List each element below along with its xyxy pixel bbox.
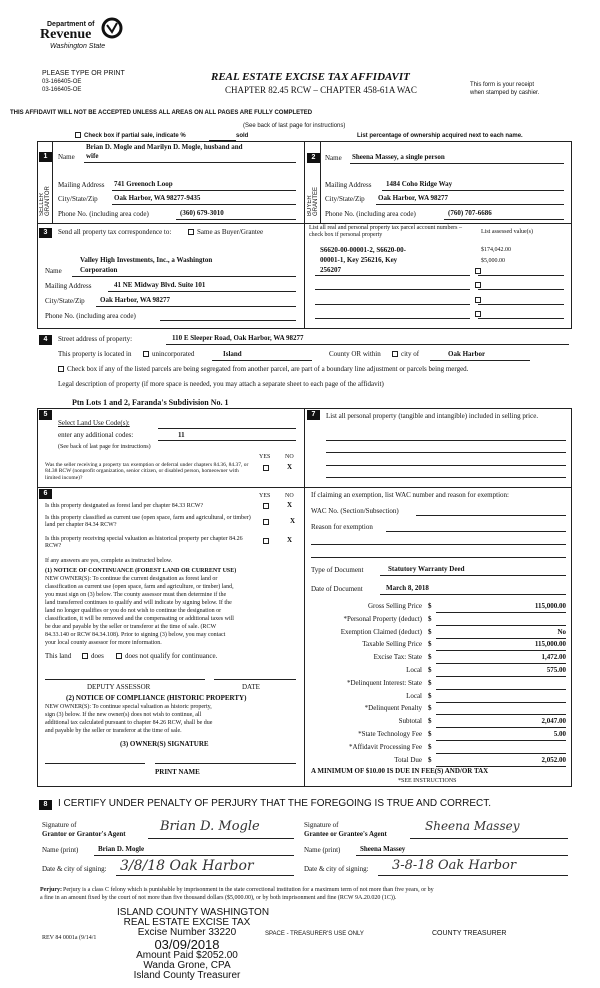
- yes-header-6: YES: [259, 493, 271, 499]
- lower-divider: [304, 408, 305, 786]
- lower-right-border: [571, 408, 572, 786]
- seller-side-divider: [52, 141, 53, 223]
- unincorporated-checkbox[interactable]: [143, 351, 149, 357]
- seller-city-underline: [112, 204, 296, 205]
- reason-line-1[interactable]: [386, 531, 566, 532]
- warning-text: THIS AFFIDAVIT WILL NOT BE ACCEPTED UNLESS ALL AREAS ON ALL PAGES ARE FULLY COMPLETED: [10, 110, 313, 116]
- grantor-name-line: [94, 855, 294, 856]
- same-as-buyer-checkbox[interactable]: [188, 229, 194, 235]
- tax-row-underline: [436, 714, 566, 715]
- stamp-line: Wanda Grone, CPA: [143, 960, 231, 971]
- see-back-5: (See back of last page for instructions): [58, 444, 151, 450]
- tax-row-value[interactable]: No: [557, 628, 566, 636]
- tax-row-value[interactable]: 115,000.00: [534, 602, 566, 610]
- parcel-line3[interactable]: 256207: [320, 266, 341, 274]
- notice2-line: and payable by the seller or transferor at the time of sale.: [45, 728, 182, 734]
- reason-line-3[interactable]: [311, 557, 566, 558]
- doc-type[interactable]: Statutory Warranty Deed: [388, 565, 465, 573]
- assessed-value-1[interactable]: $174,042.00: [481, 247, 511, 253]
- seller-phone-label: Phone No. (including area code): [58, 210, 149, 218]
- grantee-sig-label-2: Grantee or Grantee's Agent: [304, 830, 387, 838]
- sec5-bottom: [37, 487, 304, 488]
- grantee-signature[interactable]: Sheena Massey: [425, 819, 520, 833]
- notice2-title: (2) NOTICE OF COMPLIANCE (HISTORIC PROPERTY): [66, 694, 247, 702]
- grantee-name-label: Name (print): [304, 846, 341, 854]
- tax-row-underline: [436, 753, 566, 754]
- grantee-name[interactable]: Sheena Massey: [360, 845, 406, 853]
- tax-row-label: *Personal Property (deduct): [343, 615, 422, 623]
- tax-row-label: Local: [406, 666, 422, 674]
- does-label: does: [91, 652, 104, 660]
- seller-mailing[interactable]: 741 Greenoch Loop: [114, 180, 173, 188]
- section-6-badge: 6: [39, 489, 52, 499]
- city-checkbox[interactable]: [392, 351, 398, 357]
- dollar-sign: $: [428, 679, 432, 687]
- see-instructions-note: *SEE INSTRUCTIONS: [398, 778, 457, 784]
- date-label: DATE: [242, 683, 260, 691]
- dollar-sign: $: [428, 640, 432, 648]
- minimum-due-note: A MINIMUM OF $10.00 IS DUE IN FEE(S) AND/OR TAX: [311, 767, 489, 775]
- corr-mailing-label: Mailing Address: [45, 282, 92, 290]
- owner-signature-line[interactable]: [45, 763, 145, 764]
- tax-row-value[interactable]: 2,052.00: [541, 756, 566, 764]
- notice1-line: classification as current use (open space, farm and agriculture, or timber) land,: [45, 584, 234, 590]
- current-use-question: Is this property classified as current use (open space, farm and agricultural, or timber) land per chapter 84.34 RCW?: [45, 515, 251, 528]
- seller-city[interactable]: Oak Harbor, WA 98277-9435: [114, 194, 201, 202]
- located-label: This property is located in: [58, 350, 132, 358]
- grantor-sig-line: [148, 838, 294, 839]
- personal-property-line-2[interactable]: [326, 452, 566, 453]
- buyer-side-divider: [320, 141, 321, 223]
- tax-row-label: *Delinquent Interest: State: [346, 679, 422, 687]
- parcel-underline-4: [315, 318, 470, 319]
- form-code-1: 03-166405-OE: [42, 79, 82, 85]
- seller-mailing-label: Mailing Address: [58, 181, 105, 189]
- county-label: County OR within: [329, 350, 381, 358]
- stamp-amount: Amount Paid $2052.00: [136, 950, 238, 961]
- no-header-5: NO: [285, 454, 294, 460]
- tax-row-label: Excise Tax: State: [373, 653, 422, 661]
- washington-logo-icon: [101, 17, 123, 39]
- notice1-title: (1) NOTICE OF CONTINUANCE (FOREST LAND OR CURRENT USE): [45, 568, 237, 574]
- street-underline: [166, 344, 569, 345]
- deputy-assessor-label: DEPUTY ASSESSOR: [87, 683, 151, 691]
- dollar-sign: $: [428, 756, 432, 764]
- assessed-header: List assessed value(s): [481, 229, 533, 235]
- historic-question: Is this property receiving special valuation as historical property per chapter 84.26 RCW?: [45, 536, 243, 549]
- county-underline: [212, 360, 312, 361]
- current-use-yes-checkbox[interactable]: [263, 519, 269, 525]
- corr-mailing-underline: [108, 291, 296, 292]
- buyer-name-underline: [350, 163, 564, 164]
- buyer-phone-underline: [444, 219, 564, 220]
- land-use-underline: [158, 428, 296, 429]
- tax-row-underline: [436, 740, 566, 741]
- property-city[interactable]: Oak Harbor: [448, 350, 486, 358]
- does-not-checkbox[interactable]: [116, 653, 122, 659]
- notice1-line: you must sign on (3) below. The county assessor must then determine if the: [45, 592, 227, 598]
- assessed-value-2[interactable]: $5,000.00: [481, 258, 505, 264]
- parcels-header: List all real and personal property tax parcel account numbers – check box if personal property: [309, 225, 462, 238]
- grantor-name[interactable]: Brian D. Mogle: [98, 845, 145, 853]
- buyer-phone-label: Phone No. (including area code): [325, 210, 416, 218]
- tax-row-label: Taxable Selling Price: [362, 640, 422, 648]
- grantor-date-line: [116, 875, 294, 876]
- stamp-line: Excise Number 33220: [137, 927, 237, 938]
- seller-side-label: SELLER GRANTOR: [39, 186, 51, 216]
- sec7-divider: [304, 487, 571, 488]
- personal-property-checkbox-2[interactable]: [475, 282, 481, 288]
- tax-row-label: Gross Selling Price: [367, 602, 422, 610]
- doc-date-label: Date of Document: [311, 585, 363, 593]
- seller-name-line1[interactable]: Brian D. Mogle and Marilyn D. Mogle, husband and: [86, 143, 243, 151]
- tax-row-label: *Affidavit Processing Fee: [349, 743, 422, 751]
- dollar-sign: $: [428, 653, 432, 661]
- grantee-sig-label-1: Signature of: [304, 821, 339, 829]
- if-yes-note: If any answers are yes, complete as instructed below.: [45, 558, 173, 564]
- tax-row-value[interactable]: 575.00: [546, 666, 566, 674]
- date-line: [214, 679, 296, 680]
- section-8-badge: 8: [39, 800, 52, 810]
- treasurer-use-label: SPACE - TREASURER'S USE ONLY: [265, 931, 364, 937]
- segregation-checkbox[interactable]: [58, 366, 64, 372]
- stamp-date: 03/09/2018: [154, 937, 220, 952]
- notice1-line: 84.33.140 or RCW 84.34.108). Prior to signing (3) below, you may contact: [45, 632, 226, 638]
- dollar-sign: $: [428, 704, 432, 712]
- property-county[interactable]: Island: [223, 350, 242, 358]
- land-use-code[interactable]: 11: [178, 431, 185, 439]
- personal-property-checkbox-3[interactable]: [475, 297, 481, 303]
- assessed-underline-4: [478, 318, 564, 319]
- grantor-date-city[interactable]: 3/8/18 Oak Harbor: [120, 858, 254, 874]
- dollar-sign: $: [428, 615, 432, 623]
- personal-property-label: List all personal property (tangible and intangible) included in selling price.: [326, 412, 539, 420]
- dollar-sign: $: [428, 730, 432, 738]
- receipt-note-2: when stamped by cashier.: [470, 90, 540, 96]
- personal-property-checkbox-1[interactable]: [475, 268, 481, 274]
- buyer-mailing[interactable]: 1484 Coho Ridge Way: [386, 180, 453, 188]
- corr-name-line1[interactable]: Valley High Investments, Inc., a Washington: [80, 256, 213, 264]
- partial-sale-label: Check box if partial sale, indicate %: [84, 133, 186, 139]
- tax-row-label: Subtotal: [398, 717, 422, 725]
- section-5-badge: 5: [39, 410, 52, 420]
- doc-date-underline: [380, 594, 566, 595]
- city-of-label: city of: [401, 350, 420, 358]
- seller-name-line2[interactable]: wife: [86, 152, 99, 160]
- buyer-mailing-underline: [382, 190, 564, 191]
- buyer-city-underline: [376, 204, 564, 205]
- sec8-top: [37, 786, 572, 787]
- does-checkbox[interactable]: [82, 653, 88, 659]
- corr-phone-underline: [160, 320, 296, 321]
- additional-codes-label: enter any additional codes:: [58, 431, 134, 439]
- tax-row-value[interactable]: 115,000.00: [534, 640, 566, 648]
- stamp-line: REAL ESTATE EXCISE TAX: [123, 917, 251, 928]
- land-use-link[interactable]: Select Land Use Code(s):: [58, 419, 130, 427]
- print-name-label: PRINT NAME: [155, 768, 200, 776]
- doc-type-underline: [380, 575, 566, 576]
- buyer-side-label: BUYER GRANTEE: [307, 186, 319, 216]
- forest-no-mark[interactable]: X: [287, 501, 293, 509]
- buyer-name[interactable]: Sheena Massey, a single person: [352, 153, 445, 161]
- exemption-label: If claiming an exemption, list WAC number and reason for exemption:: [311, 491, 509, 499]
- tax-row-underline: [436, 650, 566, 651]
- stamp-line: Island County Treasurer: [133, 970, 241, 981]
- tax-row-underline: [436, 638, 566, 639]
- tax-row-label: *State Technology Fee: [358, 730, 422, 738]
- tax-row-label: Local: [406, 692, 422, 700]
- buyer-name-label: Name: [325, 154, 342, 162]
- seller-city-label: City/State/Zip: [58, 195, 98, 203]
- legal-description[interactable]: Ptn Lots 1 and 2, Faranda's Subdivision No. 1: [72, 398, 229, 407]
- forest-yes-checkbox[interactable]: [263, 503, 269, 509]
- sold-label: sold: [236, 133, 249, 139]
- corr-city-label: City/State/Zip: [45, 297, 85, 305]
- buyer-phone[interactable]: (760) 707-6686: [448, 209, 492, 217]
- notice1-line: NEW OWNER(S): To continue the current designation as forest land or: [45, 576, 218, 582]
- lower-left-border: [37, 408, 38, 786]
- property-street[interactable]: 110 E Sleeper Road, Oak Harbor, WA 98277: [172, 334, 304, 342]
- corr-mailing[interactable]: 41 NE Midway Blvd. Suite 101: [114, 281, 206, 289]
- form-revision: REV 84 0001a (9/14/1: [42, 935, 97, 941]
- yes-header-5: YES: [259, 454, 271, 460]
- corr-city[interactable]: Oak Harbor, WA 98277: [100, 296, 171, 304]
- dept-line3: Washington State: [50, 43, 106, 50]
- dollar-sign: $: [428, 628, 432, 636]
- receipt-note-1: This form is your receipt: [470, 82, 535, 88]
- dollar-sign: $: [428, 717, 432, 725]
- county-treasurer-label: COUNTY TREASURER: [432, 930, 507, 937]
- dollar-sign: $: [428, 602, 432, 610]
- page-subtitle: CHAPTER 82.45 RCW – CHAPTER 458-61A WAC: [225, 85, 417, 95]
- grantor-signature[interactable]: Brian D. Mogle: [160, 819, 260, 834]
- no-header-6: NO: [285, 493, 294, 499]
- see-back-note: (See back of last page for instructions): [243, 123, 346, 129]
- legal-label: Legal description of property (if more space is needed, you may attach a separate sheet to each page of the affidavit): [58, 380, 384, 388]
- buyer-city[interactable]: Oak Harbor, WA 98277: [378, 194, 449, 202]
- seller-name-underline: [84, 162, 296, 163]
- tax-row-underline: [436, 689, 566, 690]
- perjury-line-2: a fine in an amount fixed by the court of not more than five thousand dollars ($5,000.00), or by both imprisonment and fine (RCW 9A.20.020 (1C)).: [40, 895, 397, 901]
- dollar-sign: $: [428, 743, 432, 751]
- unincorporated-label: unincorporated: [152, 350, 195, 358]
- section-3-badge: 3: [39, 228, 52, 238]
- doc-type-label: Type of Document: [311, 566, 364, 574]
- current-use-no-mark[interactable]: X: [290, 517, 296, 525]
- tax-row-underline: [436, 676, 566, 677]
- ownership-note: List percentage of ownership acquired next to each name.: [357, 133, 523, 139]
- tax-row-underline: [436, 702, 566, 703]
- personal-property-line-1[interactable]: [326, 440, 566, 441]
- tax-row-underline: [436, 612, 566, 613]
- parties-row-divider: [37, 223, 572, 224]
- historic-no-mark[interactable]: X: [287, 536, 293, 544]
- grantor-sig-label-1: Signature of: [42, 821, 77, 829]
- perjury-label: Perjury:: [40, 887, 62, 893]
- parcel-line1[interactable]: S6620-00-00001-2, S6620-00-: [320, 246, 406, 254]
- grantee-date-line: [378, 875, 568, 876]
- dollar-sign: $: [428, 666, 432, 674]
- owner-signature-line-2[interactable]: [155, 763, 296, 764]
- reason-line-2[interactable]: [311, 544, 566, 545]
- owner-signature-label: (3) OWNER(S) SIGNATURE: [120, 740, 209, 748]
- notice2-line: NEW OWNER(S): To continue special valuation as historic property,: [45, 704, 212, 710]
- corr-name-label: Name: [45, 267, 62, 275]
- assessed-underline-3: [478, 304, 564, 305]
- assessed-underline-2: [478, 289, 564, 290]
- personal-property-checkbox-4[interactable]: [475, 311, 481, 317]
- parcel-underline-2: [315, 289, 470, 290]
- grantor-sig-label-2: Grantor or Grantor's Agent: [42, 830, 126, 838]
- buyer-mailing-label: Mailing Address: [325, 181, 372, 189]
- seller-mailing-underline: [112, 190, 296, 191]
- wac-input-line[interactable]: [416, 515, 566, 516]
- buyer-city-label: City/State/Zip: [325, 195, 365, 203]
- corr-name-underline: [72, 276, 296, 277]
- tax-row-underline: [436, 727, 566, 728]
- grantee-date-city[interactable]: 3-8-18 Oak Harbor: [392, 858, 517, 873]
- grantor-date-label: Date & city of signing:: [42, 865, 107, 873]
- parcel-underline-1: [315, 275, 470, 276]
- perjury-line-1: Perjury is a class C felony which is punishable by imprisonment in the state correctional institution for a maximum term of not more than five years, or by: [63, 887, 434, 893]
- section-7-badge: 7: [307, 410, 320, 420]
- does-not-label: does not qualify for continuance.: [125, 652, 218, 660]
- tax-row-value[interactable]: 2,047.00: [541, 717, 566, 725]
- tax-row-underline: [436, 625, 566, 626]
- code-underline: [158, 440, 296, 441]
- doc-date[interactable]: March 8, 2018: [386, 584, 429, 592]
- grantee-name-line: [356, 855, 568, 856]
- dept-line1: Department of: [47, 21, 95, 28]
- section-1-badge: 1: [39, 152, 52, 162]
- send-correspondence-label: Send all property tax correspondence to:: [58, 228, 172, 236]
- notice1-line: land transferred continues to qualify and will indicate by signing below. If the: [45, 600, 232, 606]
- grantee-sig-line: [410, 838, 568, 839]
- reason-label: Reason for exemption: [311, 523, 373, 531]
- personal-property-line-3[interactable]: [326, 465, 566, 466]
- forest-question: Is this property designated as forest land per chapter 84.33 RCW?: [45, 503, 204, 509]
- assessed-underline-1: [478, 275, 564, 276]
- city-underline: [430, 360, 530, 361]
- notice1-line: land no longer qualifies or you do not wish to continue the designation or: [45, 608, 222, 614]
- notice1-line: your local county assessor for more information.: [45, 640, 162, 646]
- tax-row-value[interactable]: 1,472.00: [541, 653, 566, 661]
- corr-name-line2[interactable]: Corporation: [80, 266, 118, 274]
- segregation-label: Check box if any of the listed parcels are being segregated from another parcel, are part of a boundary line adjustment or parcels being merged.: [67, 365, 469, 373]
- tax-row-underline: [436, 663, 566, 664]
- corr-phone-label: Phone No. (including area code): [45, 312, 136, 320]
- dept-line2: Revenue: [40, 27, 92, 42]
- seller-phone-underline: [176, 219, 296, 220]
- personal-property-line-4[interactable]: [326, 477, 566, 478]
- deputy-line: [45, 679, 205, 680]
- parties-divider: [304, 141, 305, 329]
- seller-phone[interactable]: (360) 679-3010: [180, 209, 224, 217]
- q5-no-mark[interactable]: X: [287, 463, 293, 471]
- notice1-line: be due and payable by the seller or transferor at the time of sale. (RCW: [45, 624, 217, 630]
- tax-row-label: Total Due: [394, 756, 422, 764]
- same-as-buyer-label: Same as Buyer/Grantee: [197, 228, 264, 236]
- exemption-question: Was the seller receiving a property tax exemption or deferral under chapters 84.36, 84.37, or 84.38 RCW (nonprofit organization, senior citizen, or disabled person, homeowner with limited income)?: [45, 462, 249, 481]
- print-note: PLEASE TYPE OR PRINT: [42, 70, 125, 77]
- section-4-badge: 4: [39, 335, 52, 345]
- notice2-line: sign (3) below. If the new owner(s) does not wish to continue, all: [45, 712, 202, 718]
- section-2-badge: 2: [307, 153, 320, 163]
- tax-row-label: Exemption Claimed (deduct): [340, 628, 422, 636]
- street-label: Street address of property:: [58, 335, 133, 343]
- corr-city-underline: [96, 306, 296, 307]
- parcel-line2[interactable]: 00001-1, Key 256216, Key: [320, 256, 398, 264]
- dollar-sign: $: [428, 692, 432, 700]
- form-code-2: 03-166405-OE: [42, 87, 82, 93]
- q5-yes-checkbox[interactable]: [263, 465, 269, 471]
- notice2-line: additional tax calculated pursuant to chapter 84.26 RCW, shall be due: [45, 720, 213, 726]
- tax-row-label: *Delinquent Penalty: [364, 704, 422, 712]
- grantor-name-label: Name (print): [42, 846, 79, 854]
- parcel-underline-3: [315, 304, 470, 305]
- grantee-date-label: Date & city of signing:: [304, 865, 369, 873]
- partial-sale-checkbox[interactable]: [75, 132, 81, 138]
- this-land-label: This land: [45, 652, 72, 660]
- tax-row-value[interactable]: 5.00: [553, 730, 566, 738]
- certify-text: I CERTIFY UNDER PENALTY OF PERJURY THAT THE FOREGOING IS TRUE AND CORRECT.: [58, 798, 492, 809]
- wac-label: WAC No. (Section/Subsection): [311, 507, 399, 515]
- seller-name-label: Name: [58, 153, 75, 161]
- page-title: REAL ESTATE EXCISE TAX AFFIDAVIT: [211, 71, 410, 83]
- historic-yes-checkbox[interactable]: [263, 538, 269, 544]
- notice1-line: classification, it will be removed and the compensating or additional taxes will: [45, 616, 234, 622]
- stamp-line: ISLAND COUNTY WASHINGTON: [117, 907, 270, 918]
